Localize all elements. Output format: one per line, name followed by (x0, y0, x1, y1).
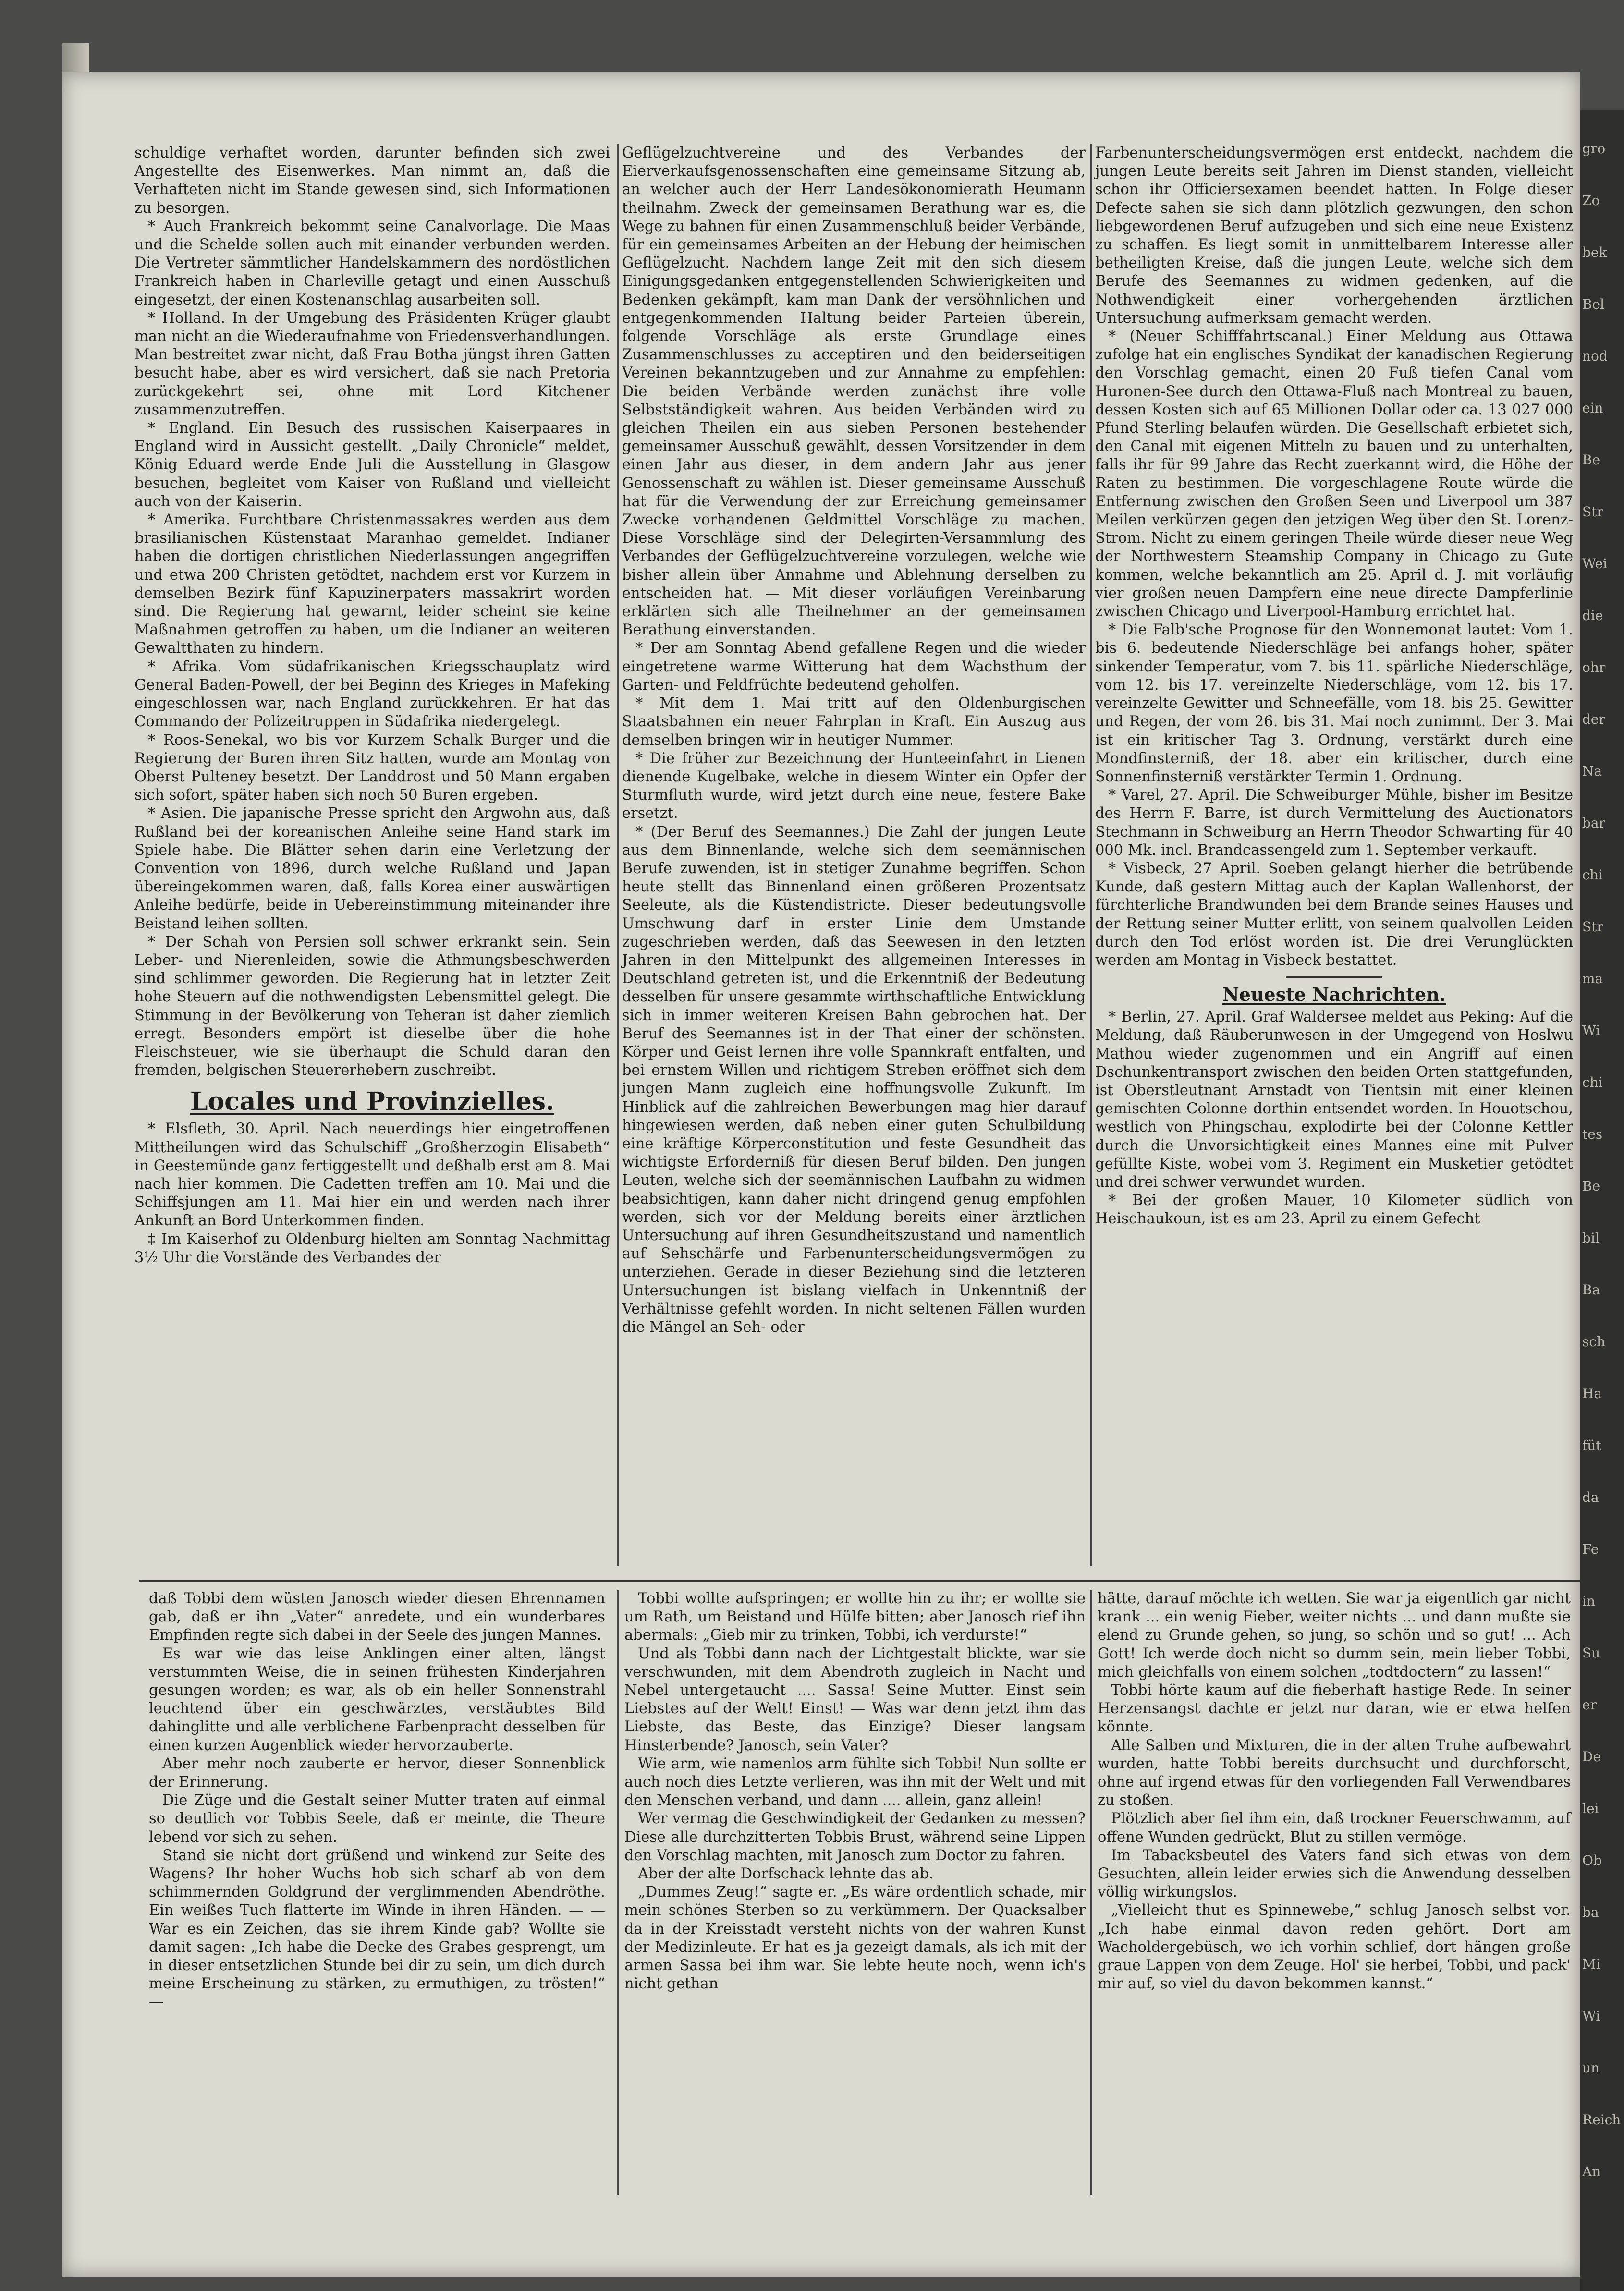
adjacent-page-edge (1580, 110, 1624, 2291)
column-rule-2 (1090, 144, 1092, 1566)
story-paragraph: Tobbi hörte kaum auf die fieberhaft hastige Rede. In seiner Herzensangst dachte er jetzt nur daran, wie er etwa helfen könnte. (1098, 1682, 1571, 1736)
article-paragraph: * Der Schah von Persien soll schwer erkrankt sein. Sein Leber- und Nierenleiden, sowie die Athmungsbeschwerden sind schlimmer geworden. Die Regierung hat in letzter Zeit hohe Steuern auf die nothwendigsten Lebensmittel gelegt. Die Stimmung in der Bevölkerung von Teheran ist daher ziemlich erregt. Besonders empört ist dieselbe über die hohe Fleischsteuer, wie sie überhaupt die Schuld daran den fremden, belgischen Steuererhebern zuschreibt. (134, 933, 610, 1079)
feuilleton-rule-1 (617, 1590, 619, 2195)
edge-text-fragment: Na (1582, 763, 1602, 779)
story-paragraph: daß Tobbi dem wüsten Janosch wieder diesen Ehrennamen gab, daß er ihn „Vater“ anredete, und ein wunderbares Empfinden regte sich dabei in der Seele des jungen Mannes. (149, 1590, 605, 1644)
article-paragraph: * (Neuer Schifffahrtscanal.) Einer Meldung aus Ottawa zufolge hat ein englisches Syndikat der kanadischen Regierung den Vorschlag gemacht, einen 20 Fuß tiefen Canal vom Huronen-See durch den Ottawa-Fluß nach Montreal zu bauen, dessen Kosten sich auf 65 Millionen Dollar oder ca. 13 027 000 Pfund Sterling belaufen würden. Die Gesellschaft erbietet sich, den Canal mit eigenen Mitteln zu bauen und zu unterhalten, falls ihr für 99 Jahre das Recht zuerkannt wird, die Höhe der Raten zu bestimmen. Die vorgeschlagene Route würde die Entfernung zwischen den Großen Seen und Liverpool um 387 Meilen verkürzen gegen den jetzigen Weg über den St. Lorenz-Strom. Nicht zu einem geringen Theile würde dieser neue Weg der Northwestern Steamship Company in Chicago zu Gute kommen, welche bekanntlich am 25. April d. J. mit vorläufig vier großen neuen Dampfern eine neue directe Dampferlinie zwischen Chicago und Liverpool-Hamburg errichtet hat. (1095, 328, 1573, 621)
article-paragraph: * Visbeck, 27 April. Soeben gelangt hierher die betrübende Kunde, daß gestern Mittag auch der Kaplan Wallenhorst, der fürchterliche Brandwunden bei dem Brande seines Hauses und der Rettung seiner Mutter erlitt, von seinem qualvollen Leiden durch den Tod erlöst worden ist. Die drei Verunglückten werden am Montag in Visbeck bestattet. (1095, 860, 1573, 969)
article-paragraph: * (Der Beruf des Seemannes.) Die Zahl der jungen Leute aus dem Binnenlande, welche sich dem seemännischen Berufe zuwenden, ist in stetiger Zunahme begriffen. Schon heute stellt das Binnenland einen größeren Prozentsatz Seeleute, als die Küstendistricte. Dieser bedeutungsvolle Umschwung darf in erster Linie dem Umstande zugeschrieben werden, daß das Seewesen in den letzten Jahren in den Mittelpunkt des allgemeinen Interesses in Deutschland getreten ist, und die Erkenntniß der Bedeutung desselben für unsere gesammte wirthschaftliche Entwicklung sich in immer weiteren Kreisen Bahn gebrochen hat. Der Beruf des Seemannes ist in der That einer der schönsten. Körper und Geist lernen ihre volle Spannkraft entfalten, und bei ernstem Willen und richtigem Streben eröffnet sich dem jungen Mann zugleich eine hoffnungsvolle Zukunft. Im Hinblick auf die zahlreichen Bewerbungen mag hier darauf hingewiesen werden, daß neben einer guten Schulbildung eine kräftige Körperconstitution und feste Gesundheit das wichtigste Erforderniß für diesen Beruf bilden. Den jungen Leuten, welche sich der seemännischen Laufbahn zu widmen beabsichtigen, kann daher nicht dringend genug empfohlen werden, sich vor der Meldung bereits einer ärztlichen Untersuchung auf ihren Gesundheitszustand und namentlich auf Sehschärfe und Farbenunterscheidungsvermögen zu unterziehen. Gerade in dieser Beziehung sind die letzteren Untersuchungen ist bislang vielfach in Unkenntniß der Verhältnisse gefehlt worden. In nicht seltenen Fällen wurden die Mängel an Seh- oder (622, 823, 1086, 1336)
story-paragraph: Stand sie nicht dort grüßend und winkend zur Seite des Wagens? Ihr hoher Wuchs hob sich scharf ab von dem schimmernden Goldgrund der verglimmenden Abendröthe. Ein weißes Tuch flatterte im Winde in ihren Händen. — — War es ein Zeichen, das sie ihrem Kinde gab? Wollte sie damit sagen: „Ich habe die Decke des Grabes gesprengt, um in dieser entsetzlichen Stunde bei dir zu sein, um dich durch meine Erscheinung zu stärken, zu ermuthigen, zu trösten!“ — (149, 1847, 605, 2011)
edge-text-fragment: er (1582, 1697, 1597, 1713)
edge-text-fragment: ein (1582, 400, 1603, 416)
edge-text-fragment: Ob (1582, 1852, 1602, 1868)
feuilleton-column-1 (149, 1590, 605, 2012)
story-paragraph: Aber der alte Dorfschack lehnte das ab. (638, 1865, 934, 1883)
edge-text-fragment: nod (1582, 348, 1608, 364)
edge-text-fragment: Ba (1582, 1282, 1600, 1298)
edge-text-fragment: Wi (1582, 2008, 1600, 2024)
article-paragraph: * Berlin, 27. April. Graf Waldersee meldet aus Peking: Auf die Meldung, daß Räuberunwesen in der Umgegend von Hoslwu Mathou wieder zugenommen und ein Angriff auf einen Dschunkentransport zwischen den beiden Orten stattgefunden, ist Oberstleutnant Arnstadt von Tientsin mit einer kleinen gemischten Colonne dorthin entsendet worden. In Houotschou, westlich von Phingschau, explodirte bei der Colonne Kettler durch die Unvorsichtigkeit eines Mannes eine mit Pulver gefüllte Kiste, wobei vom 3. Regiment ein Musketier getödtet und drei schwer verwundet wurden. (1095, 1009, 1573, 1191)
article-paragraph: * Varel, 27. April. Die Schweiburger Mühle, bisher im Besitze des Herrn F. Barre, ist durch Vermittelung des Auctionators Stechmann in Schweiburg an Herrn Theodor Schwarting für 40 000 Mk. incl. Brandcassengeld zum 1. September verkauft. (1095, 787, 1573, 859)
edge-text-fragment: in (1582, 1593, 1595, 1609)
story-paragraph: Im Tabacksbeutel des Vaters fand sich etwas von dem Gesuchten, allein leider erwies sich die Anwendung desselben völlig wirkungslos. (1098, 1847, 1571, 1901)
story-paragraph: „Vielleicht thut es Spinnewebe,“ schlug Janosch selbst vor. „Ich habe einmal davon reden gehört. Dort am Wacholdergebüsch, wo ich vorhin schlief, dort hängen große graue Lappen von dem Zeuge. Hol' sie herbei, Tobbi, und pack' mir auf, so viel du davon bekommen kannst.“ (1098, 1902, 1571, 1993)
article-paragraph: * Mit dem 1. Mai tritt auf den Oldenburgischen Staatsbahnen ein neuer Fahrplan in Kraft. Ein Auszug aus demselben bringen wir in heutiger Nummer. (622, 695, 1086, 749)
edge-text-fragment: Fe (1582, 1541, 1599, 1557)
edge-text-fragment: ma (1582, 971, 1603, 987)
edge-text-fragment: Mi (1582, 1956, 1600, 1972)
section-separator (1286, 976, 1382, 978)
column-rule-1 (617, 144, 619, 1566)
story-paragraph: Plötzlich aber fiel ihm ein, daß trockner Feuerschwamm, auf offene Wunden gedrückt, Blut zu stillen vermöge. (1098, 1810, 1571, 1846)
story-paragraph: hätte, darauf möchte ich wetten. Sie war ja eigentlich gar nicht krank ... ein wenig Fieber, weiter nichts ... und dann mußte sie elend zu Grunde gehen, so jung, so schön und so gut! ... Ach Gott! Ich werde doch nicht so dumm sein, mein lieber Tobbi, mich gleichfalls von einem solchen „todtdoctern“ zu lassen!“ (1098, 1590, 1571, 1681)
edge-text-fragment: der (1582, 711, 1605, 727)
edge-text-fragment: Be (1582, 1178, 1600, 1194)
article-paragraph: * Afrika. Vom südafrikanischen Kriegsschauplatz wird General Baden-Powell, der bei Beginn des Krieges in Mafeking eingeschlossen war, nach England zurückkehren. Er hat das Commando der Polizeitruppen in Südafrika niedergelegt. (134, 658, 610, 731)
edge-text-fragment: Be (1582, 452, 1600, 468)
article-paragraph: * Asien. Die japanische Presse spricht den Argwohn aus, daß Rußland bei der koreanischen Anleihe seine Hand stark im Spiele habe. Die Blätter sehen darin eine Verletzung der Convention von 1896, durch welche Rußland und Japan übereingekommen waren, daß, falls Korea einer auswärtigen Anleihe bedürfe, beide in Uebereinstimmung miteinander ihre Beistand leihen sollten. (134, 805, 610, 932)
story-paragraph: Alle Salben und Mixturen, die in der alten Truhe aufbewahrt wurden, hatte Tobbi bereits durchsucht und durchforscht, ohne auf irgend etwas für den vorliegenden Fall Verwendbares zu stoßen. (1098, 1737, 1571, 1809)
edge-text-fragment: chi (1582, 1074, 1603, 1090)
feuilleton-rule-2 (1090, 1590, 1092, 2195)
edge-text-fragment: bek (1582, 244, 1607, 260)
edge-text-fragment: gro (1582, 141, 1606, 157)
edge-text-fragment: chi (1582, 867, 1603, 883)
section-heading: Neueste Nachrichten. (1222, 984, 1446, 1006)
article-paragraph: Geflügelzuchtvereine und des Verbandes der Eierverkaufsgenossenschaften eine gemeinsame Sitzung ab, an welcher auch der Herr Landesökonomierath Heumann theilnahm. Zweck der gemeinsamen Berathung war es, die Wege zu bahnen für einen Zusammenschluß beider Verbände, für ein gemeinsames Arbeiten an der Hebung der heimischen Geflügelzucht. Nachdem lange Zeit mit den sich diesem Einigungsgedanken entgegenstellenden Schwierigkeiten und Bedenken gekämpft, kam man Dank der versöhnlichen und entgegenkommenden Haltung beider Parteien überein, folgende Vorschläge als erste Grundlage eines Zusammenschlusses zu acceptiren und den beiderseitigen Vereinen bekanntzugeben und zur Annahme zu empfehlen: Die beiden Verbände werden zunächst ihre volle Selbstständigkeit wahren. Aus beiden Verbänden wird zu gleichen Theilen ein aus sieben Personen bestehender gemeinsamer Ausschuß gewählt, dessen Vorsitzender in dem einen Jahr aus dieser, in dem andern Jahr aus jener Genossenschaft zu wählen ist. Dieser gemeinsame Ausschuß hat für die Verwendung der zur Erreichung gemeinsamer Zwecke vorhandenen Geldmittel Vorschläge zu machen. Diese Vorschläge sind der Delegirten-Versammlung des Verbandes der Geflügelzuchtvereine vorzulegen, welche wie bisher allein über Annahme und Ablehnung derselben zu entscheiden hat. — Mit dieser vorläufigen Vereinbarung erklärten sich alle Theilnehmer an der gemeinsamen Berathung einverstanden. (622, 145, 1086, 639)
edge-text-fragment: tes (1582, 1126, 1603, 1142)
edge-text-fragment: Zo (1582, 193, 1600, 208)
edge-text-fragment: die (1582, 608, 1603, 623)
feuilleton-column-2 (624, 1590, 1086, 1993)
feuilleton-divider (139, 1580, 1580, 1582)
edge-text-fragment: bil (1582, 1230, 1600, 1246)
edge-text-fragment: ba (1582, 1904, 1599, 1920)
story-paragraph: „Dummes Zeug!“ sagte er. „Es wäre ordentlich schade, mir mein schönes Sterben so zu verkümmern. Der Quacksalber da in der Kreisstadt versteht nichts von der wahren Kunst der Medizinleute. Er hat es ja gezeigt damals, als ich mit der armen Sassa bei ihm war. Sie lebte heute noch, wenn ich's nicht gethan (624, 1884, 1086, 1993)
section-heading: Locales und Provinzielles. (190, 1087, 555, 1117)
story-paragraph: Aber mehr noch zauberte er hervor, dieser Sonnenblick der Erinnerung. (149, 1755, 605, 1791)
edge-text-fragment: Wei (1582, 556, 1608, 572)
edge-text-fragment: lei (1582, 1801, 1599, 1816)
article-paragraph: * Amerika. Furchtbare Christenmassakres werden aus dem brasilianischen Küstenstaat Maranhao gemeldet. Indianer haben die dortigen christlichen Niederlassungen angegriffen und etwa 200 Christen getödtet, nachdem erst vor Kurzem in demselben Bezirk fünf Kapuzinerpaters massakrirt worden sind. Die Regierung hat gewarnt, leider scheint sie keine Maßnahmen getroffen zu haben, um die Indianer an weiteren Gewaltthaten zu hindern. (134, 512, 610, 657)
edge-text-fragment: Su (1582, 1645, 1600, 1661)
article-paragraph: * Elsfleth, 30. April. Nach neuerdings hier eingetroffenen Mittheilungen wird das Schulschiff „Großherzogin Elisabeth“ in Geestemünde ganz fertiggestellt und deßhalb erst am 8. Mai nach hier kommen. Die Cadetten treffen am 10. Mai und die Schiffsjungen am 11. Mai hier ein und werden nach ihrer Ankunft an Bord Unterkommen finden. (134, 1121, 610, 1230)
article-paragraph: Farbenunterscheidungsvermögen erst entdeckt, nachdem die jungen Leute bereits seit Jahren im Dienst standen, vielleicht schon ihr Officiersexamen beendet hatten. In Folge dieser Defecte sahen sie sich dann plötzlich gezwungen, den schon liebgewordenen Beruf aufzugeben und sich eine neue Existenz zu schaffen. Es liegt somit in unmittelbarem Interesse aller betheiligten Kreise, daß die jungen Leute, welche sich dem Berufe des Seemannes zu widmen gedenken, auf die Nothwendigkeit einer vorhergehenden ärztlichen Untersuchung aufmerksam gemacht werden. (1095, 145, 1573, 327)
column-2 (622, 144, 1086, 1337)
edge-text-fragment: Reich (1582, 2112, 1621, 2128)
article-paragraph: * Die früher zur Bezeichnung der Hunteeinfahrt in Lienen dienende Kugelbake, welche in diesem Winter ein Opfer der Sturmfluth wurde, wird jetzt durch eine neue, festere Bake ersetzt. (622, 750, 1086, 822)
article-paragraph: * Holland. In der Umgebung des Präsidenten Krüger glaubt man nicht an die Wiederaufnahme von Friedensverhandlungen. Man bestreitet zwar nicht, daß Frau Botha jüngst ihren Gatten besucht habe, aber es wird versichert, daß sie nach Pretoria zurückgekehrt sei, ohne mit Lord Kitchener zusammenzutreffen. (134, 309, 610, 418)
edge-text-fragment: Wi (1582, 1023, 1600, 1038)
story-paragraph: Wer vermag die Geschwindigkeit der Gedanken zu messen? Diese alle durchzitterten Tobbis Brust, während seine Lippen den Vorschlag machten, mit Janosch zum Doctor zu fahren. (624, 1810, 1086, 1864)
column-1 (134, 144, 610, 1267)
edge-text-fragment: ohr (1582, 659, 1606, 675)
edge-text-fragment: Str (1582, 919, 1603, 935)
article-paragraph: * Die Falb'sche Prognose für den Wonnemonat lautet: Vom 1. bis 6. bedeutende Niederschläge bei anfangs hoher, später sinkender Temperatur, vom 7. bis 11. spärliche Niederschläge, vom 12. bis 17. vereinzelte Niederschläge, vom 12. bis 17. vereinzelte Gewitter und Schneefälle, vom 18. bis 25. Gewitter und Regen, der vom 26. bis 31. Mai noch zunimmt. Der 3. Mai ist ein kritischer Tag 3. Ordnung, verstärkt durch eine Mondfinsterniß, der 18. aber ein kritischer, durch eine Sonnenfinsterniß verstärkter Termin 1. Ordnung. (1095, 621, 1573, 785)
story-paragraph: Die Züge und die Gestalt seiner Mutter traten auf einmal so deutlich vor Tobbis Seele, daß er meinte, die Theure lebend vor sich zu sehen. (149, 1792, 605, 1846)
edge-text-fragment: De (1582, 1749, 1601, 1765)
edge-text-fragment: Str (1582, 504, 1603, 520)
story-paragraph: Tobbi wollte aufspringen; er wollte hin zu ihr; er wollte sie um Rath, um Beistand und Hülfe bitten; aber Janosch rief ihn abermals: „Gieb mir zu trinken, Tobbi, ich verdurste!“ (624, 1590, 1086, 1644)
article-paragraph: * Der am Sonntag Abend gefallene Regen und die wieder eingetretene warme Witterung hat dem Wachsthum der Garten- und Feldfrüchte bedeutend geholfen. (622, 640, 1086, 694)
edge-text-fragment: da (1582, 1489, 1599, 1505)
story-paragraph: Es war wie das leise Anklingen einer alten, längst verstummten Weise, die in seinen frühesten Kinderjahren gesungen worden; es war, als ob ein heller Sonnenstrahl leuchtend über ein geschwärztes, verstäubtes Bild dahinglitte und alle verblichene Farbenpracht desselben für einen kurzen Augenblick wieder hervorzauberte. (149, 1645, 605, 1754)
article-paragraph: * England. Ein Besuch des russischen Kaiserpaares in England wird in Aussicht gestellt. „Daily Chronicle“ meldet, König Eduard werde Ende Juli die Ausstellung in Glasgow besuchen, begleitet vom Kaiser von Rußland und vielleicht auch von der Kaiserin. (134, 420, 610, 510)
edge-text-fragment: füt (1582, 1438, 1601, 1453)
article-paragraph: schuldige verhaftet worden, darunter befinden sich zwei Angestellte des Eisenwerkes. Man nimmt an, daß die Verhafteten nicht im Stande gewesen sind, sich Informationen zu besorgen. (134, 145, 610, 217)
story-paragraph: Und als Tobbi dann nach der Lichtgestalt blickte, war sie verschwunden, mit dem Abendroth zugleich in Nacht und Nebel untergetaucht .... Sassa! Seine Mutter. Einst sein Liebstes auf der Welt! Einst! — Was war denn jetzt ihm das Liebste, das Beste, das Einzige? Dieser langsam Hinsterbende? Janosch, sein Vater? (624, 1645, 1086, 1754)
article-paragraph: * Auch Frankreich bekommt seine Canalvorlage. Die Maas und die Schelde sollen auch mit einander verbunden werden. Die Vertreter sämmtlicher Handelskammern des nordöstlichen Frankreich haben in Charleville getagt und einen Ausschuß eingesetzt, der einen Kostenanschlag ausarbeiten soll. (134, 218, 610, 308)
edge-text-fragment: bar (1582, 815, 1606, 831)
article-paragraph: * Roos-Senekal, wo bis vor Kurzem Schalk Burger und die Regierung der Buren ihren Sitz hatten, wurde am Montag von Oberst Pulteney besetzt. Der Landdrost und 50 Mann ergaben sich sofort, später haben sich noch 50 Buren ergeben. (134, 731, 610, 804)
article-paragraph: ‡ Im Kaiserhof zu Oldenburg hielten am Sonntag Nachmittag 3½ Uhr die Vorstände des Verbandes der (134, 1231, 610, 1266)
column-3 (1095, 144, 1573, 1229)
edge-text-fragment: sch (1582, 1334, 1606, 1350)
edge-text-fragment: un (1582, 2060, 1600, 2076)
edge-text-fragment: An (1582, 2164, 1601, 2180)
edge-text-fragment: Ha (1582, 1386, 1602, 1401)
article-paragraph: * Bei der großen Mauer, 10 Kilometer südlich von Heischaukoun, ist es am 23. April zu einem Gefecht (1095, 1192, 1573, 1228)
feuilleton-column-3 (1098, 1590, 1571, 1993)
story-paragraph: Wie arm, wie namenlos arm fühlte sich Tobbi! Nun sollte er auch noch dies Letzte verlieren, was ihn mit der Welt und mit den Menschen verband, und dann .... allein, ganz allein! (624, 1755, 1086, 1809)
edge-text-fragment: Bel (1582, 296, 1605, 312)
